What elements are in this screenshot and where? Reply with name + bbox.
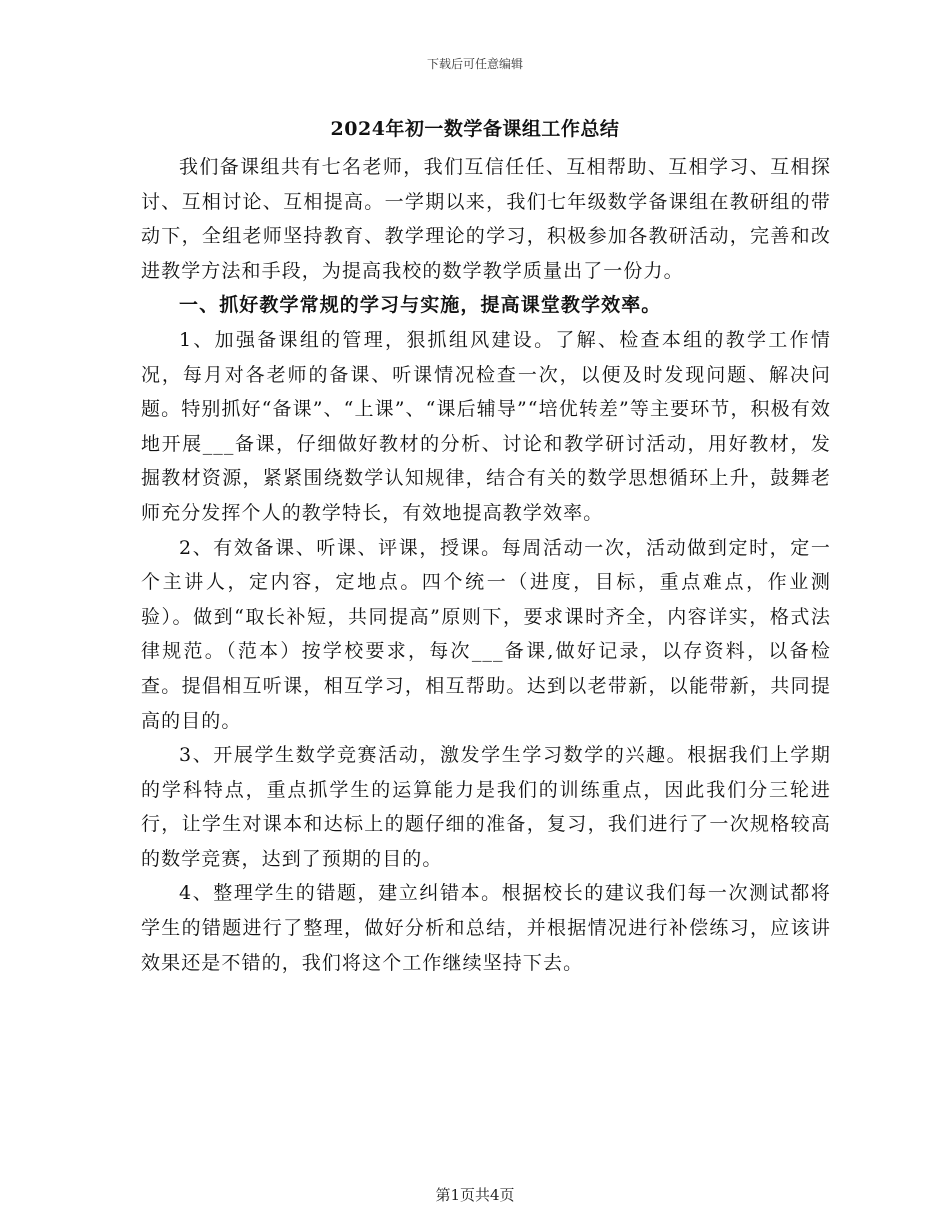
intro-paragraph: 我们备课组共有七名老师，我们互信任任、互相帮助、互相学习、互相探讨、互相讨论、互相提高。一学期以来，我们七年级数学备课组在教研组的带动下，全组老师坚持教育、教学理论的学习，积极参加各教研活动，完善和改进教学方法和手段，为提高我校的数学教学质量出了一份力。 xyxy=(141,156,831,282)
paragraph-item-3: 3、开展学生数学竞赛活动，激发学生学习数学的兴趣。根据我们上学期的学科特点，重点抓学生的运算能力是我们的训练重点，因此我们分三轮进行，让学生对课本和达标上的题仔细的准备，复习，我们进行了一次规格较高的数学竞赛，达到了预期的目的。 xyxy=(141,744,831,870)
page-number: 第1页共4页 xyxy=(435,1186,515,1204)
paragraph-item-2: 2、有效备课、听课、评课，授课。每周活动一次，活动做到定时，定一个主讲人，定内容，定地点。四个统一（进度，目标，重点难点，作业测验）。做到“取长补短，共同提高”原则下，要求课时齐全，内容详实，格式法律规范。（范本）按学校要求，每次___备课,做好记录，以存资料，以备检查。提倡相互听课，相互学习，相互帮助。达到以老带新，以能带新，共同提高的目的。 xyxy=(141,536,831,732)
paragraph-item-1: 1、加强备课组的管理，狠抓组风建设。了解、检查本组的教学工作情况，每月对各老师的备课、听课情况检查一次，以便及时发现问题、解决问题。特别抓好“备课”、“上课”、“课后辅导”“培优转差”等主要环节，积极有效地开展___备课，仔细做好教材的分析、讨论和教学研讨活动，用好教材，发掘教材资源，紧紧围绕数学认知规律，结合有关的数学思想循环上升，鼓舞老师充分发挥个人的教学特长，有效地提高教学效率。 xyxy=(141,328,831,524)
download-note: 下载后可任意编辑 xyxy=(426,57,523,71)
section-heading: 一、抓好教学常规的学习与实施，提高课堂教学效率。 xyxy=(179,294,662,317)
document-title: 2024年初一数学备课组工作总结 xyxy=(330,118,620,140)
paragraph-item-4: 4、整理学生的错题，建立纠错本。根据校长的建议我们每一次测试都将学生的错题进行了整理，做好分析和总结，并根据情况进行补偿练习，应该讲效果还是不错的，我们将这个工作继续坚持下去。 xyxy=(141,882,831,974)
document-body xyxy=(141,150,831,980)
